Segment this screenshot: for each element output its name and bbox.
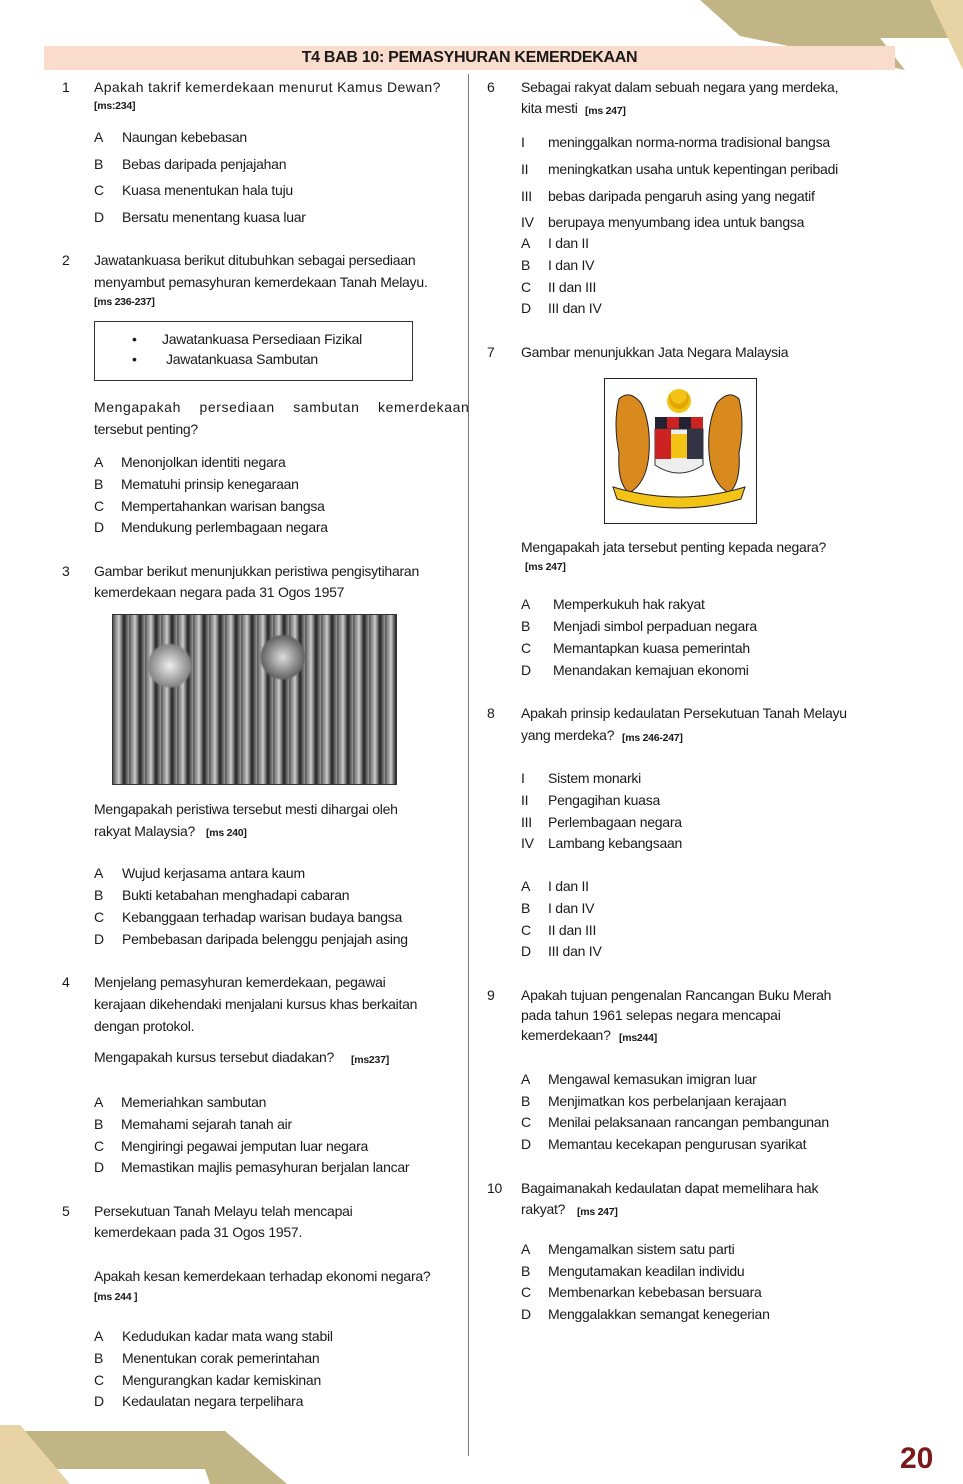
question-number: 7 (487, 344, 495, 360)
question-stem: menyambut pemasyhuran kemerdekaan Tanah Melayu. (94, 274, 428, 290)
option-text: Mendukung perlembagaan negara (121, 519, 328, 535)
question-stem: Menjelang pemasyhuran kemerdekaan, pegawai (94, 974, 386, 990)
option-letter: A (94, 1094, 104, 1110)
option-text: Memperkukuh hak rakyat (553, 596, 705, 612)
option-text: Naungan kebebasan (122, 129, 247, 145)
option-text: I dan II (548, 235, 589, 251)
option-letter: C (521, 922, 531, 938)
option-text: Menggalakkan semangat kenegerian (548, 1306, 770, 1322)
option-text: Pembebasan daripada belenggu penjajah asing (122, 931, 408, 947)
option-letter: D (521, 943, 531, 959)
option-letter: D (94, 519, 104, 535)
question-number: 8 (487, 705, 495, 721)
question-stem: Gambar berikut menunjukkan peristiwa pengisytiharan (94, 563, 419, 579)
option-letter: A (94, 454, 104, 470)
option-letter: D (521, 1136, 531, 1152)
question-stem: Apakah tujuan pengenalan Rancangan Buku Merah (521, 987, 832, 1003)
option-letter: C (521, 1114, 531, 1130)
option-letter: C (94, 909, 104, 925)
question-stem: dengan protokol. (94, 1018, 195, 1034)
option-text: Mengurangkan kadar kemiskinan (122, 1372, 321, 1388)
option-text: Mempertahankan warisan bangsa (121, 498, 325, 514)
option-letter: B (521, 618, 531, 634)
bullet-icon: • (132, 351, 137, 367)
option-text: Kedudukan kadar mata wang stabil (122, 1328, 333, 1344)
option-text: I dan II (548, 878, 589, 894)
question-number: 4 (62, 974, 70, 990)
option-letter: B (94, 1350, 104, 1366)
question-number: 1 (62, 79, 70, 95)
question-stem: kita mesti (521, 100, 578, 116)
option-letter: B (94, 887, 104, 903)
item-numeral: III (521, 814, 532, 830)
question-text: Mengapakah persediaan sambutan kemerdekaan (94, 399, 470, 415)
option-letter: B (521, 1093, 531, 1109)
item-text: berupaya menyumbang idea untuk bangsa (548, 214, 805, 230)
option-letter: C (94, 182, 104, 198)
option-letter: A (521, 878, 531, 894)
question-stem: kemerdekaan pada 31 Ogos 1957. (94, 1224, 303, 1240)
page-reference: [ms 246-247] (622, 732, 683, 744)
item-text: Sistem monarki (548, 770, 641, 786)
option-text: Kedaulatan negara terpelihara (122, 1393, 304, 1409)
question-stem: pada tahun 1961 selepas negara mencapai (521, 1007, 781, 1023)
item-numeral: IV (521, 214, 534, 230)
chapter-title: T4 BAB 10: PEMASYHURAN KEMERDEKAAN (44, 46, 895, 70)
option-letter: B (521, 257, 531, 273)
option-text: Memahami sejarah tanah air (121, 1116, 292, 1132)
page-reference: [ms:234] (94, 100, 136, 112)
page-reference: [ms237] (351, 1054, 389, 1066)
option-text: Kuasa menentukan hala tuju (122, 182, 293, 198)
question-text: Mengapakah peristiwa tersebut mesti dihargai oleh (94, 801, 398, 817)
page-number: 20 (900, 1442, 934, 1475)
item-text: meningkatkan usaha untuk kepentingan peribadi (548, 161, 838, 177)
option-text: II dan III (548, 279, 597, 295)
item-numeral: IV (521, 835, 534, 851)
page-reference: [ms 244 ] (94, 1291, 138, 1303)
option-text: III dan IV (548, 943, 602, 959)
item-numeral: II (521, 792, 529, 808)
option-text: Mengutamakan keadilan individu (548, 1263, 745, 1279)
question-text: Mengapakah kursus tersebut diadakan? (94, 1049, 335, 1065)
option-letter: A (521, 596, 531, 612)
question-text: rakyat Malaysia? (94, 823, 196, 839)
option-letter: A (521, 1241, 531, 1257)
page-reference: [ms 240] (206, 827, 247, 839)
option-letter: A (94, 865, 104, 881)
question-stem: yang merdeka? (521, 727, 615, 743)
question-text: Apakah kesan kemerdekaan terhadap ekonomi negara? (94, 1268, 431, 1284)
option-letter: B (94, 156, 104, 172)
option-text: Bebas daripada penjajahan (122, 156, 287, 172)
option-letter: A (94, 129, 104, 145)
option-letter: C (521, 279, 531, 295)
option-text: Memantau kecekapan pengurusan syarikat (548, 1136, 807, 1152)
option-text: Mengiringi pegawai jemputan luar negara (121, 1138, 369, 1154)
question-stem: Apakah takrif kemerdekaan menurut Kamus Dewan? (94, 79, 441, 95)
item-numeral: III (521, 188, 532, 204)
question-text: tersebut penting? (94, 421, 198, 437)
option-text: Memeriahkan sambutan (121, 1094, 267, 1110)
page-reference: [ms244] (619, 1032, 657, 1044)
option-letter: D (94, 931, 104, 947)
option-text: Menonjolkan identiti negara (121, 454, 286, 470)
option-letter: B (94, 1116, 104, 1132)
option-letter: B (521, 1263, 531, 1279)
option-text: I dan IV (548, 900, 595, 916)
box-item: Jawatankuasa Persediaan Fizikal (162, 331, 363, 347)
option-text: Menjimatkan kos perbelanjaan kerajaan (548, 1093, 787, 1109)
item-text: bebas daripada pengaruh asing yang negatif (548, 188, 815, 204)
column-divider (468, 74, 469, 1456)
option-text: Mematuhi prinsip kenegaraan (121, 476, 299, 492)
option-text: Membenarkan kebebasan bersuara (548, 1284, 762, 1300)
option-letter: C (94, 1372, 104, 1388)
option-text: Kebanggaan terhadap warisan budaya bangsa (122, 909, 403, 925)
page-reference: [ms 247] (585, 105, 626, 117)
question-number: 9 (487, 987, 495, 1003)
question-stem: rakyat? (521, 1201, 566, 1217)
item-text: Lambang kebangsaan (548, 835, 683, 851)
option-letter: C (94, 1138, 104, 1154)
option-text: Menandakan kemajuan ekonomi (553, 662, 749, 678)
question-stem: Persekutuan Tanah Melayu telah mencapai (94, 1203, 353, 1219)
option-letter: D (94, 209, 104, 225)
option-text: II dan III (548, 922, 597, 938)
option-text: Menentukan corak pemerintahan (122, 1350, 320, 1366)
question-stem: Sebagai rakyat dalam sebuah negara yang merdeka, (521, 79, 839, 95)
question-number: 6 (487, 79, 495, 95)
corner-decoration-bottom-left (0, 1425, 290, 1484)
option-letter: C (94, 498, 104, 514)
option-text: Mengawal kemasukan imigran luar (548, 1071, 757, 1087)
option-text: Memantapkan kuasa pemerintah (553, 640, 750, 656)
box-item: Jawatankuasa Sambutan (166, 351, 318, 367)
option-text: Mengamalkan sistem satu parti (548, 1241, 735, 1257)
item-text: Pengagihan kuasa (548, 792, 660, 808)
item-numeral: I (521, 770, 525, 786)
bullet-icon: • (132, 331, 137, 347)
option-letter: A (521, 235, 531, 251)
option-text: III dan IV (548, 300, 602, 316)
page-reference: [ms 247] (577, 1206, 618, 1218)
item-text: meninggalkan norma-norma tradisional bangsa (548, 134, 830, 150)
option-letter: D (521, 300, 531, 316)
question-number: 5 (62, 1203, 70, 1219)
question-number: 2 (62, 252, 70, 268)
question-stem: kemerdekaan? (521, 1027, 611, 1043)
option-letter: D (521, 1306, 531, 1322)
option-text: Bersatu menentang kuasa luar (122, 209, 306, 225)
item-text: Perlembagaan negara (548, 814, 682, 830)
option-letter: B (521, 900, 531, 916)
question-stem: kemerdekaan negara pada 31 Ogos 1957 (94, 584, 345, 600)
item-numeral: II (521, 161, 529, 177)
question-stem: Gambar menunjukkan Jata Negara Malaysia (521, 344, 789, 360)
option-text: Wujud kerjasama antara kaum (122, 865, 305, 881)
option-letter: D (94, 1159, 104, 1175)
option-text: Memastikan majlis pemasyhuran berjalan lancar (121, 1159, 410, 1175)
option-text: I dan IV (548, 257, 595, 273)
option-text: Menilai pelaksanaan rancangan pembangunan (548, 1114, 829, 1130)
option-letter: C (521, 1284, 531, 1300)
option-letter: D (521, 662, 531, 678)
option-text: Bukti ketabahan menghadapi cabaran (122, 887, 350, 903)
option-letter: D (94, 1393, 104, 1409)
question-stem: Apakah prinsip kedaulatan Persekutuan Tanah Melayu (521, 705, 847, 721)
question-stem: Bagaimanakah kedaulatan dapat memelihara hak (521, 1180, 819, 1196)
question-number: 3 (62, 563, 70, 579)
question-stem: kerajaan dikehendaki menjalani kursus khas berkaitan (94, 996, 418, 1012)
coat-of-arms-image (604, 378, 757, 524)
question-text: Mengapakah jata tersebut penting kepada negara? (521, 539, 827, 555)
item-numeral: I (521, 134, 525, 150)
option-letter: B (94, 476, 104, 492)
option-letter: A (521, 1071, 531, 1087)
page-reference: [ms 247] (525, 561, 566, 573)
question-number: 10 (487, 1180, 503, 1196)
option-letter: A (94, 1328, 104, 1344)
option-text: Menjadi simbol perpaduan negara (553, 618, 757, 634)
independence-declaration-photo (112, 614, 397, 785)
page-reference: [ms 236-237] (94, 296, 155, 308)
question-stem: Jawatankuasa berikut ditubuhkan sebagai persediaan (94, 252, 416, 268)
option-letter: C (521, 640, 531, 656)
